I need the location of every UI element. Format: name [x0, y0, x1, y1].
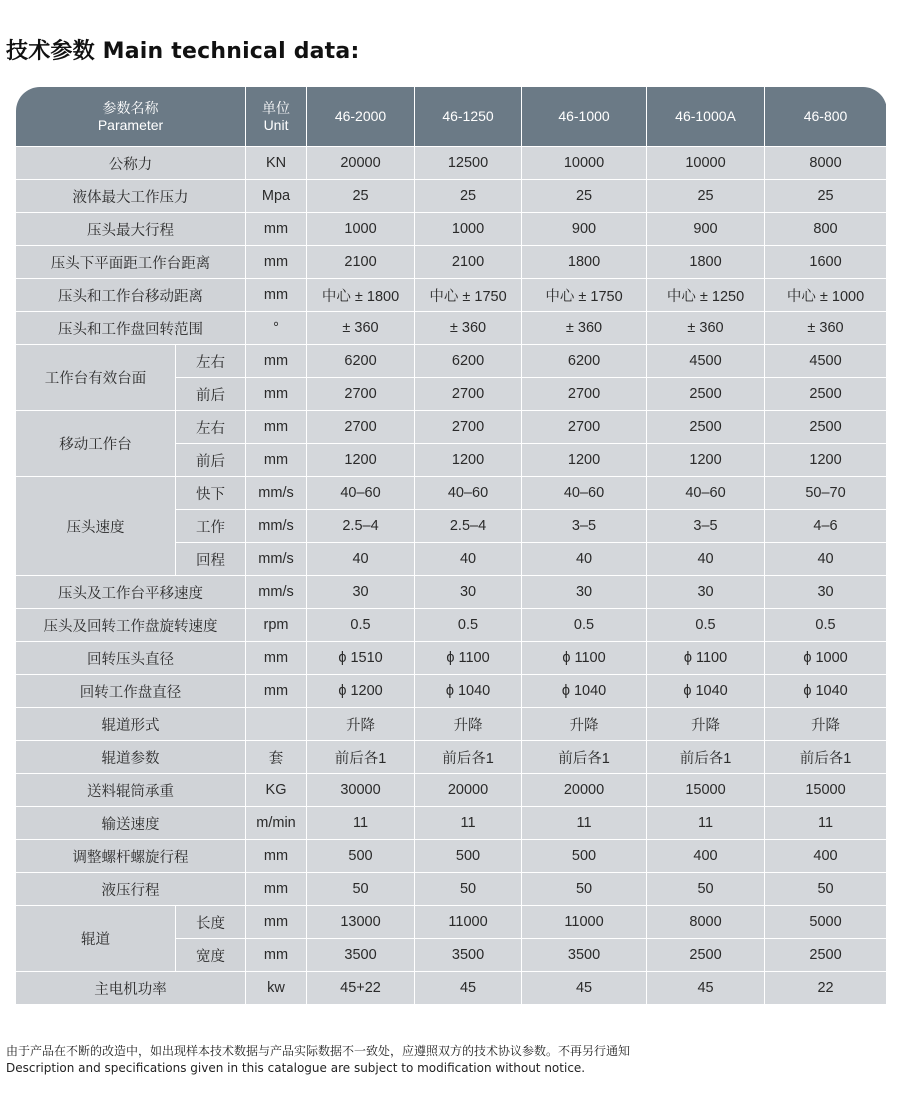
table-row — [16, 708, 887, 741]
spec-table — [15, 86, 887, 1005]
row-value: 30 — [765, 576, 887, 609]
row-value: 50 — [765, 873, 887, 906]
row-sublabel: 快下 — [176, 477, 246, 510]
row-unit — [246, 708, 307, 741]
row-value: 11 — [415, 807, 522, 840]
header-model: 46-1000 — [522, 87, 647, 147]
header-model: 46-800 — [765, 87, 887, 147]
table-row — [16, 312, 887, 345]
row-value: 12500 — [415, 147, 522, 180]
row-value: 2700 — [522, 378, 647, 411]
row-value: 1200 — [647, 444, 765, 477]
header-unit-en: Unit — [263, 116, 289, 133]
table-row — [16, 840, 887, 873]
row-value: 45 — [415, 972, 522, 1005]
page-title: 技术参数 Main technical data: — [6, 39, 360, 64]
row-value: 2500 — [647, 378, 765, 411]
table-row — [16, 147, 887, 180]
row-label: 辊道形式 — [16, 708, 246, 741]
row-unit: mm — [246, 840, 307, 873]
row-value: 5000 — [765, 906, 887, 939]
row-value: ϕ 1510 — [307, 642, 415, 675]
row-unit: mm — [246, 411, 307, 444]
row-value: 前后各1 — [765, 741, 887, 774]
row-value: 25 — [522, 180, 647, 213]
row-value: 11 — [765, 807, 887, 840]
row-value: 30 — [307, 576, 415, 609]
row-value: 1200 — [307, 444, 415, 477]
table-row — [16, 609, 887, 642]
row-value: 1200 — [765, 444, 887, 477]
row-unit: KN — [246, 147, 307, 180]
row-unit: mm/s — [246, 477, 307, 510]
row-value: 20000 — [415, 774, 522, 807]
row-value: 6200 — [522, 345, 647, 378]
row-value: 30 — [415, 576, 522, 609]
row-value: 25 — [415, 180, 522, 213]
table-row — [16, 807, 887, 840]
row-value: 45 — [647, 972, 765, 1005]
row-value: 0.5 — [647, 609, 765, 642]
row-value: 30 — [522, 576, 647, 609]
row-value: 2100 — [307, 246, 415, 279]
row-value: 3500 — [415, 939, 522, 972]
row-unit: KG — [246, 774, 307, 807]
row-value: 40 — [307, 543, 415, 576]
row-value: 2700 — [307, 411, 415, 444]
table-row — [16, 675, 887, 708]
row-label: 压头和工作盘回转范围 — [16, 312, 246, 345]
row-value: 50 — [415, 873, 522, 906]
row-value: 500 — [415, 840, 522, 873]
row-value: 400 — [765, 840, 887, 873]
row-label: 压头及回转工作盘旋转速度 — [16, 609, 246, 642]
row-value: 3500 — [307, 939, 415, 972]
row-value: ± 360 — [522, 312, 647, 345]
row-value: 中心 ± 1800 — [307, 279, 415, 312]
table-row — [16, 246, 887, 279]
row-value: ϕ 1100 — [415, 642, 522, 675]
row-value: 中心 ± 1250 — [647, 279, 765, 312]
table-row — [16, 906, 887, 939]
header-parameter — [16, 87, 246, 147]
row-value: 升降 — [765, 708, 887, 741]
row-value: 升降 — [522, 708, 647, 741]
row-value: 1200 — [522, 444, 647, 477]
row-value: 4–6 — [765, 510, 887, 543]
row-value: 1800 — [522, 246, 647, 279]
row-label: 移动工作台 — [16, 411, 176, 477]
row-value: 8000 — [765, 147, 887, 180]
table-row — [16, 642, 887, 675]
header-model: 46-1250 — [415, 87, 522, 147]
row-sublabel: 长度 — [176, 906, 246, 939]
header-model: 46-2000 — [307, 87, 415, 147]
row-value: 1800 — [647, 246, 765, 279]
row-label: 输送速度 — [16, 807, 246, 840]
row-value: 2500 — [765, 939, 887, 972]
header-model: 46-1000A — [647, 87, 765, 147]
row-value: 900 — [647, 213, 765, 246]
row-unit: mm — [246, 213, 307, 246]
row-value: 2700 — [307, 378, 415, 411]
row-unit: mm — [246, 246, 307, 279]
row-unit: kw — [246, 972, 307, 1005]
row-value: 11000 — [522, 906, 647, 939]
row-value: 2.5–4 — [415, 510, 522, 543]
row-value: 升降 — [647, 708, 765, 741]
row-value: ± 360 — [647, 312, 765, 345]
row-value: 40–60 — [415, 477, 522, 510]
row-label: 压头和工作台移动距离 — [16, 279, 246, 312]
table-row — [16, 213, 887, 246]
row-value: 800 — [765, 213, 887, 246]
row-value: 前后各1 — [522, 741, 647, 774]
row-sublabel: 回程 — [176, 543, 246, 576]
footnote-cn: 由于产品在不断的改造中，如出现样本技术数据与产品实际数据不一致处，应遵照双方的技术协议参数。不再另行通知 — [6, 1044, 631, 1058]
row-value: ϕ 1040 — [415, 675, 522, 708]
row-unit: mm — [246, 873, 307, 906]
row-value: 40 — [765, 543, 887, 576]
row-unit: rpm — [246, 609, 307, 642]
row-value: 20000 — [522, 774, 647, 807]
row-label: 压头速度 — [16, 477, 176, 576]
row-value: ϕ 1100 — [522, 642, 647, 675]
row-value: 11 — [647, 807, 765, 840]
row-value: 40–60 — [647, 477, 765, 510]
row-value: 500 — [307, 840, 415, 873]
row-value: 0.5 — [765, 609, 887, 642]
row-value: 45+22 — [307, 972, 415, 1005]
row-value: 1600 — [765, 246, 887, 279]
table-row — [16, 972, 887, 1005]
row-value: 6200 — [415, 345, 522, 378]
row-unit: mm/s — [246, 510, 307, 543]
row-value: ϕ 1040 — [647, 675, 765, 708]
row-label: 辊道 — [16, 906, 176, 972]
row-value: 10000 — [647, 147, 765, 180]
row-value: 40 — [522, 543, 647, 576]
row-value: 中心 ± 1000 — [765, 279, 887, 312]
row-value: 40 — [415, 543, 522, 576]
row-value: ϕ 1200 — [307, 675, 415, 708]
table-row — [16, 180, 887, 213]
row-value: 前后各1 — [307, 741, 415, 774]
row-value: 30 — [647, 576, 765, 609]
row-value: 1200 — [415, 444, 522, 477]
row-value: 25 — [307, 180, 415, 213]
row-value: 500 — [522, 840, 647, 873]
table-row — [16, 279, 887, 312]
row-value: 11000 — [415, 906, 522, 939]
row-value: 4500 — [647, 345, 765, 378]
row-unit: m/min — [246, 807, 307, 840]
row-value: 40 — [647, 543, 765, 576]
row-value: 1000 — [415, 213, 522, 246]
row-label: 调整螺杆螺旋行程 — [16, 840, 246, 873]
header-parameter-cn: 参数名称 — [102, 99, 159, 116]
row-unit: mm — [246, 444, 307, 477]
row-sublabel: 左右 — [176, 345, 246, 378]
row-value: 900 — [522, 213, 647, 246]
row-value: 50–70 — [765, 477, 887, 510]
row-value: 13000 — [307, 906, 415, 939]
table-row — [16, 477, 887, 510]
row-label: 回转压头直径 — [16, 642, 246, 675]
row-sublabel: 前后 — [176, 378, 246, 411]
row-unit: mm — [246, 279, 307, 312]
header-parameter-en: Parameter — [97, 116, 164, 133]
row-unit: mm — [246, 345, 307, 378]
spec-table-container — [15, 86, 886, 1005]
row-label: 工作台有效台面 — [16, 345, 176, 411]
row-sublabel: 左右 — [176, 411, 246, 444]
row-unit: 套 — [246, 741, 307, 774]
footnote-en: Description and specifications given in this catalogue are subject to modification without notice. — [6, 1061, 586, 1075]
row-value: 2100 — [415, 246, 522, 279]
row-unit: mm — [246, 906, 307, 939]
row-value: 2700 — [522, 411, 647, 444]
row-value: 2500 — [765, 411, 887, 444]
header-unit-cn: 单位 — [262, 99, 291, 116]
row-value: 20000 — [307, 147, 415, 180]
row-value: 0.5 — [415, 609, 522, 642]
row-value: 前后各1 — [647, 741, 765, 774]
row-value: 11 — [307, 807, 415, 840]
table-row — [16, 345, 887, 378]
row-value: 50 — [522, 873, 647, 906]
row-value: ± 360 — [307, 312, 415, 345]
row-unit: mm — [246, 642, 307, 675]
row-value: 50 — [647, 873, 765, 906]
row-value: 40–60 — [307, 477, 415, 510]
row-value: 0.5 — [307, 609, 415, 642]
row-value: ± 360 — [415, 312, 522, 345]
row-value: 22 — [765, 972, 887, 1005]
row-unit: Mpa — [246, 180, 307, 213]
row-value: 2500 — [647, 939, 765, 972]
row-value: 1000 — [307, 213, 415, 246]
table-row — [16, 411, 887, 444]
row-value: ± 360 — [765, 312, 887, 345]
row-value: ϕ 1000 — [765, 642, 887, 675]
row-label: 主电机功率 — [16, 972, 246, 1005]
row-value: ϕ 1100 — [647, 642, 765, 675]
row-value: 2700 — [415, 411, 522, 444]
row-label: 辊道参数 — [16, 741, 246, 774]
row-value: 15000 — [765, 774, 887, 807]
row-value: 2.5–4 — [307, 510, 415, 543]
row-value: 3–5 — [522, 510, 647, 543]
row-value: 45 — [522, 972, 647, 1005]
row-value: ϕ 1040 — [765, 675, 887, 708]
row-label: 压头下平面距工作台距离 — [16, 246, 246, 279]
row-value: 15000 — [647, 774, 765, 807]
row-value: 2500 — [647, 411, 765, 444]
row-value: 升降 — [415, 708, 522, 741]
row-unit: ° — [246, 312, 307, 345]
row-value: 25 — [647, 180, 765, 213]
row-value: 中心 ± 1750 — [415, 279, 522, 312]
row-value: 400 — [647, 840, 765, 873]
row-value: 2700 — [415, 378, 522, 411]
row-value: 30000 — [307, 774, 415, 807]
table-row — [16, 774, 887, 807]
table-header-row — [16, 87, 887, 147]
row-sublabel: 宽度 — [176, 939, 246, 972]
table-row — [16, 576, 887, 609]
row-label: 液体最大工作压力 — [16, 180, 246, 213]
table-row — [16, 741, 887, 774]
row-value: 3–5 — [647, 510, 765, 543]
row-unit: mm — [246, 675, 307, 708]
row-value: 11 — [522, 807, 647, 840]
header-unit — [246, 87, 307, 147]
row-label: 公称力 — [16, 147, 246, 180]
row-value: 3500 — [522, 939, 647, 972]
row-value: 6200 — [307, 345, 415, 378]
row-value: 40–60 — [522, 477, 647, 510]
row-value: 25 — [765, 180, 887, 213]
row-value: 0.5 — [522, 609, 647, 642]
row-value: 升降 — [307, 708, 415, 741]
row-value: 10000 — [522, 147, 647, 180]
row-label: 送料辊筒承重 — [16, 774, 246, 807]
row-sublabel: 前后 — [176, 444, 246, 477]
row-value: 2500 — [765, 378, 887, 411]
row-label: 液压行程 — [16, 873, 246, 906]
row-unit: mm/s — [246, 543, 307, 576]
footnote — [6, 1043, 630, 1077]
row-unit: mm/s — [246, 576, 307, 609]
row-unit: mm — [246, 939, 307, 972]
row-value: 8000 — [647, 906, 765, 939]
row-sublabel: 工作 — [176, 510, 246, 543]
row-value: 4500 — [765, 345, 887, 378]
row-label: 压头及工作台平移速度 — [16, 576, 246, 609]
row-unit: mm — [246, 378, 307, 411]
row-value: 50 — [307, 873, 415, 906]
row-label: 压头最大行程 — [16, 213, 246, 246]
spec-table-body — [16, 147, 887, 1005]
table-row — [16, 873, 887, 906]
row-label: 回转工作盘直径 — [16, 675, 246, 708]
row-value: 前后各1 — [415, 741, 522, 774]
row-value: ϕ 1040 — [522, 675, 647, 708]
row-value: 中心 ± 1750 — [522, 279, 647, 312]
